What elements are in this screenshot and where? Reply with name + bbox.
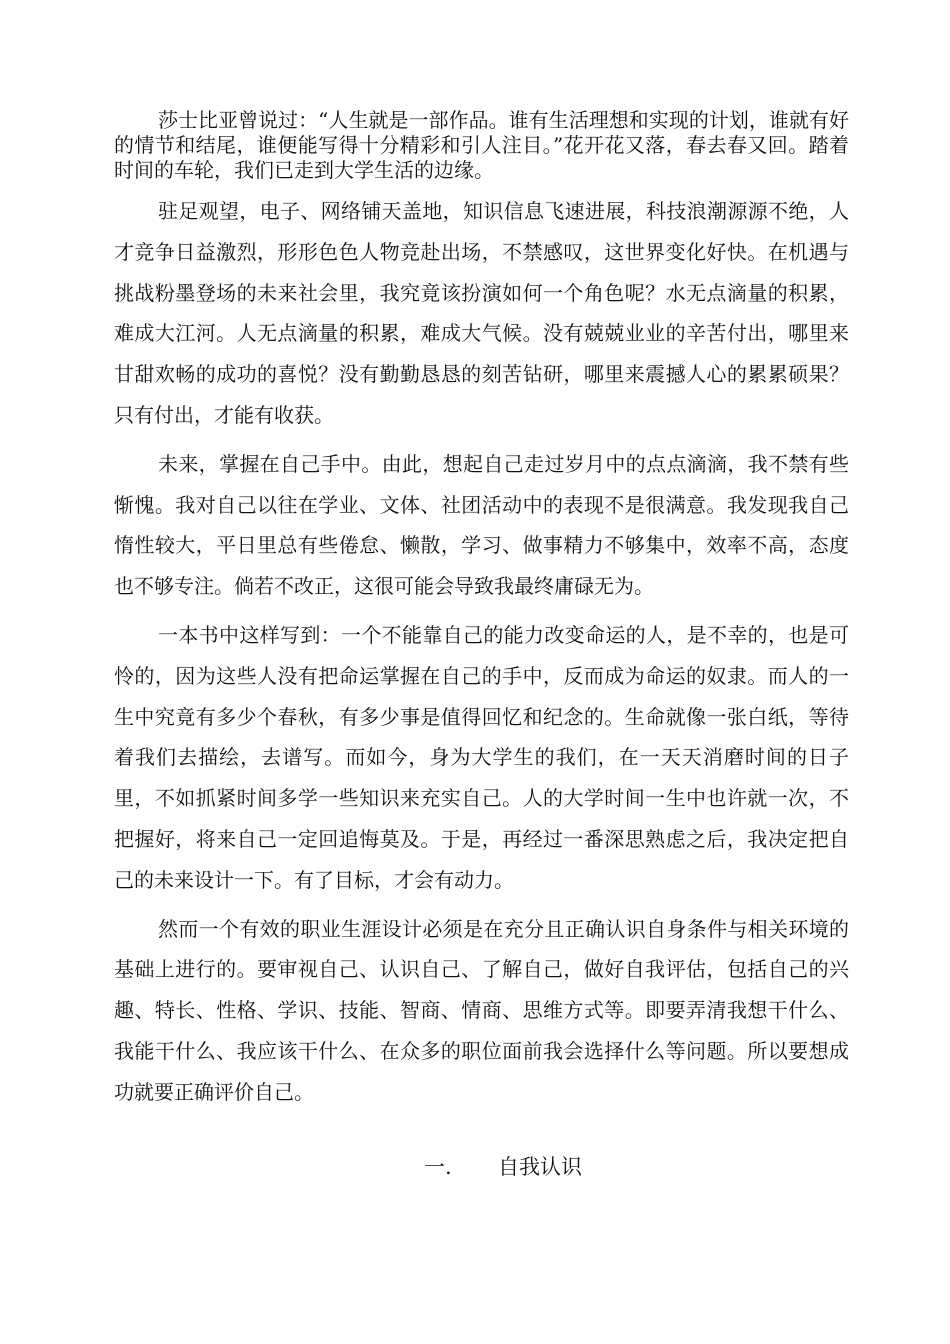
section-title: 自我认识 <box>498 1155 582 1179</box>
section-heading <box>424 1152 582 1182</box>
paragraph-career-design: 然而一个有效的职业生涯设计必须是在充分且正确认识自身条件与相关环境的基础上进行的。要审视自己、认识自己、了解自己，做好自我评估，包括自己的兴趣、特长、性格、学识、技能、智商、情商、思维方式等。即要弄清我想干什么、我能干什么、我应该干什么、在众多的职位面前我会选择什么等问题。所以要想成功就要正确评价自己。 <box>114 916 849 1104</box>
paragraph-gap <box>114 901 849 909</box>
paragraph-book-quote: 一本书中这样写到：一个不能靠自己的能力改变命运的人，是不幸的，也是可怜的，因为这些人没有把命运掌握在自己的手中，反而成为命运的奴隶。而人的一生中究竟有多少个春秋，有多少事是值得回忆和纪念的。生命就像一张白纸，等待着我们去描绘，去谱写。而如今，身为大学生的我们，在一天天消磨时间的日子里，不如抓紧时间多学一些知识来充实自己。人的大学时间一生中也许就一次，不把握好，将来自己一定回追悔莫及。于是，再经过一番深思熟虑之后，我决定把自己的未来设计一下。有了目标，才会有动力。 <box>114 622 849 892</box>
document-body <box>114 108 849 1113</box>
paragraph-gap <box>114 607 849 615</box>
section-number: 一. <box>424 1155 452 1179</box>
paragraph-self-reflection: 未来，掌握在自己手中。由此，想起自己走过岁月中的点点滴滴，我不禁有些惭愧。我对自己以往在学业、文体、社团活动中的表现不是很满意。我发现我自己惰性较大，平日里总有些倦怠、懒散，学习、做事精力不够集中，效率不高，态度也不够专注。倘若不改正，这很可能会导致我最终庸碌无为。 <box>114 451 849 599</box>
paragraph-intro-quote: 莎士比亚曾说过：“人生就是一部作品。谁有生活理想和实现的计划，谁就有好的情节和结尾，谁便能写得十分精彩和引人注目。”花开花又落，春去春又回。踏着时间的车轮，我们已走到大学生活的边缘。 <box>114 108 849 182</box>
paragraph-gap <box>114 436 849 444</box>
paragraph-world-change: 驻足观望，电子、网络铺天盖地，知识信息飞速进展，科技浪潮源源不绝，人才竞争日益激烈，形形色色人物竞赴出场，不禁感叹，这世界变化好快。在机遇与挑战粉墨登场的未来社会里，我究竟该扮演如何一个角色呢？水无点滴量的积累，难成大江河。人无点滴量的积累，难成大气候。没有兢兢业业的辛苦付出，哪里来甘甜欢畅的成功的喜悦？没有勤勤恳恳的刻苦钻研，哪里来震撼人心的累累硕果？只有付出，才能有收获。 <box>114 199 849 427</box>
